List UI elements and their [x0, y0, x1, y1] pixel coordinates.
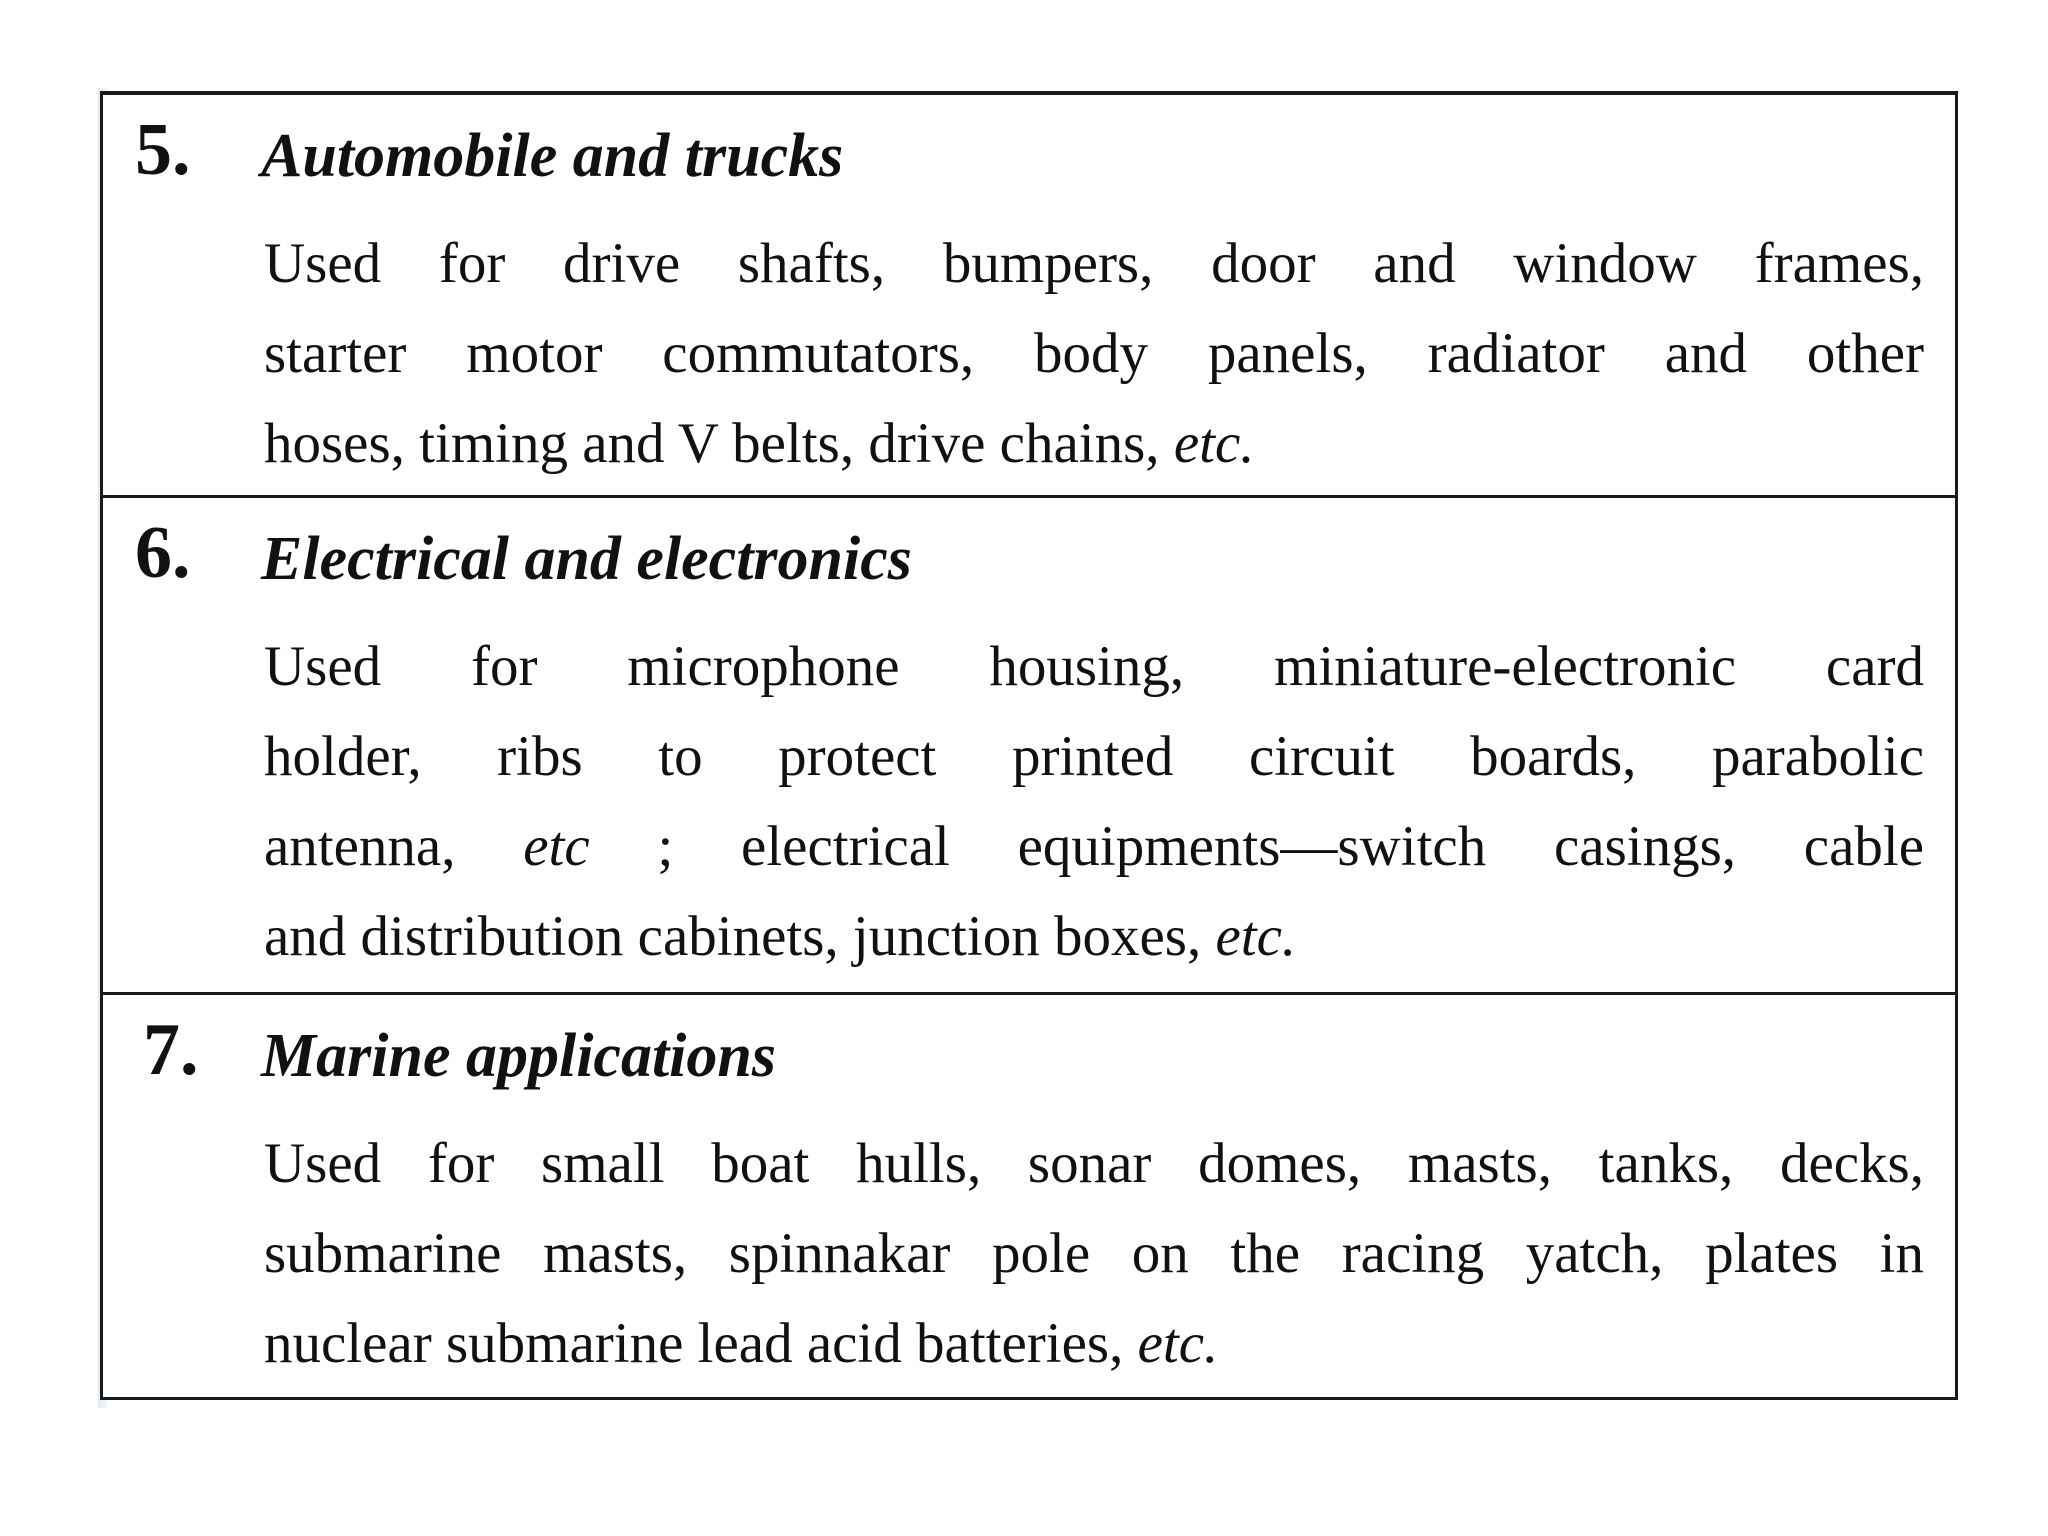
etc-italic: etc: [523, 815, 590, 878]
applications-table: [100, 91, 1958, 1400]
etc-italic: etc.: [1137, 1312, 1219, 1375]
section-electrical: [103, 498, 1955, 995]
body-line: Used for small boat hulls, sonar domes, masts, tanks, decks,: [264, 1132, 1924, 1195]
body-line: Used for microphone housing, miniature-electronic card: [264, 635, 1924, 698]
body-line-text: and distribution cabinets, junction boxes,: [264, 905, 1216, 968]
body-line: [264, 1299, 1924, 1389]
etc-italic: etc.: [1173, 412, 1255, 475]
section-body: [264, 1119, 1924, 1389]
body-line: submarine masts, spinnakar pole on the racing yatch, plates in: [264, 1222, 1924, 1285]
etc-italic: etc.: [1215, 905, 1297, 968]
body-line: Used for drive shafts, bumpers, door and window frames,: [264, 232, 1924, 295]
body-line: [264, 892, 1924, 982]
body-line: [264, 399, 1924, 489]
body-line: starter motor commutators, body panels, radiator and other: [264, 322, 1924, 385]
body-line-text: nuclear submarine lead acid batteries,: [264, 1312, 1138, 1375]
body-line-text: hoses, timing and V belts, drive chains,: [264, 412, 1174, 475]
section-body: [264, 622, 1924, 982]
section-number: 6.: [135, 512, 191, 594]
section-automobile: [103, 95, 1955, 498]
section-number: 5.: [135, 109, 191, 191]
body-line: holder, ribs to protect printed circuit boards, parabolic: [264, 725, 1924, 788]
section-marine: [103, 995, 1955, 1401]
body-line-text: ; electrical equipments—switch casings, cable: [589, 815, 1925, 878]
section-heading: Automobile and trucks: [261, 122, 844, 190]
section-number: 7.: [143, 1009, 199, 1091]
body-line-text: antenna,: [264, 815, 524, 878]
section-body: [264, 219, 1924, 489]
section-heading: Marine applications: [261, 1022, 777, 1090]
section-heading: Electrical and electronics: [261, 525, 912, 593]
body-line: [264, 802, 1924, 892]
